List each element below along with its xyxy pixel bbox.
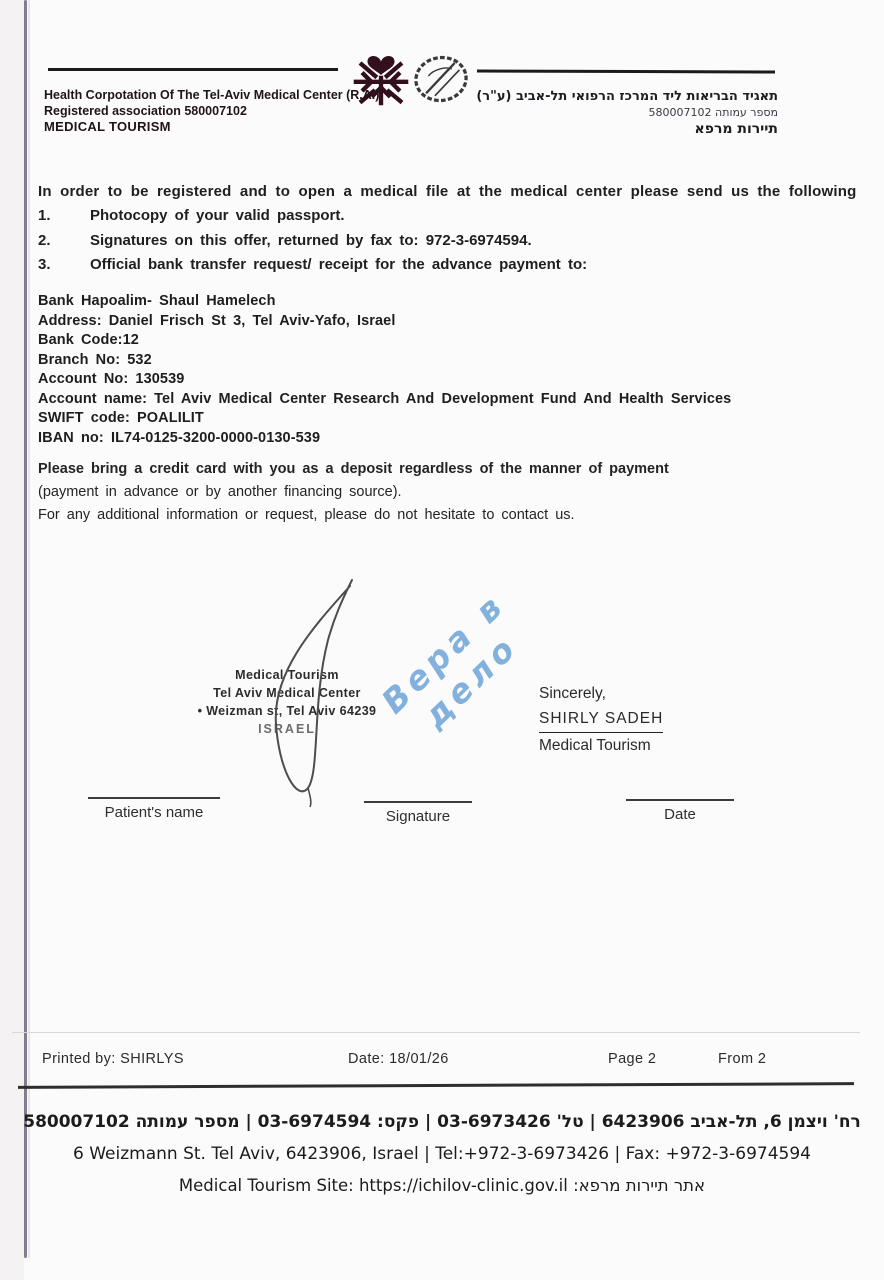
print-row-bottom-border (18, 1082, 854, 1088)
org-name-en: Health Corpotation Of The Tel-Aviv Medical Center (R.A.) (44, 88, 380, 102)
patient-name-field (88, 797, 220, 821)
bank-line: Bank Code:12 (38, 332, 139, 348)
signature-line (626, 799, 734, 801)
notes-block (38, 458, 669, 527)
oval-seal-logo-icon (409, 48, 474, 110)
signature-line (364, 801, 472, 803)
stamp-line: ISRAEL (258, 722, 316, 736)
footer-website: Medical Tourism Site: https://ichilov-clinic.gov.il :אתר תיירות מרפא (178, 1176, 706, 1195)
print-date: Date: 18/01/26 (348, 1051, 449, 1067)
list-item-number: 2. (38, 231, 51, 249)
field-label: Date (664, 806, 696, 823)
page-number: Page 2 (608, 1051, 657, 1067)
header-rule-right (477, 69, 775, 73)
signature-field (364, 801, 472, 825)
signoff-block (539, 681, 663, 758)
signer-name: SHIRLY SADEH (539, 706, 663, 733)
department-en: MEDICAL TOURISM (44, 119, 171, 134)
footer-address-english: 6 Weizmann St. Tel Aviv, 6423906, Israel | Tel:+972-3-6973426 | Fax: +972-3-6974594 (73, 1144, 811, 1164)
signer-title: Medical Tourism (539, 737, 651, 754)
bank-line: Address: Daniel Frisch St 3, Tel Aviv-Yafo, Israel (38, 312, 396, 329)
stamp-line: Medical Tourism (235, 668, 339, 682)
note-line: For any additional information or request, please do not hesitate to contact us. (38, 507, 575, 523)
scan-edge-line (24, 0, 27, 1258)
list-item-text: Official bank transfer request/ receipt for the advance payment to: (90, 256, 588, 273)
list-item (38, 256, 587, 281)
association-number-he: מספר עמותה 580007102 (648, 106, 778, 119)
header-english-block (44, 88, 379, 135)
header-hebrew-block (476, 88, 778, 139)
org-name-he: תאגיד הבריאות ליד המרכז הרפואי תל-אביב (ע"ר) (476, 89, 778, 104)
bank-line: Branch No: 532 (38, 351, 152, 368)
bank-line: Account No: 130539 (38, 371, 185, 387)
stamp-line: • Weizman st, Tel Aviv 64239 (197, 704, 377, 718)
bank-line: SWIFT code: POALILIT (38, 410, 204, 426)
intro-paragraph: In order to be registered and to open a medical file at the medical center please send us the following (38, 183, 857, 200)
signoff-greeting: Sincerely, (539, 685, 606, 702)
note-line: (payment in advance or by another financing source). (38, 484, 402, 500)
bank-line: IBAN no: IL74-0125-3200-0000-0130-539 (38, 429, 321, 446)
list-item-text: Photocopy of your valid passport. (90, 207, 345, 224)
list-item (38, 207, 587, 232)
date-field (626, 799, 734, 823)
bank-line: Bank Hapoalim- Shaul Hamelech (38, 293, 276, 309)
list-item-text: Signatures on this offer, returned by fax to: 972-3-6974594. (90, 231, 532, 249)
list-item (38, 232, 587, 257)
footer-address-hebrew: רח' ויצמן 6, תל-אביב 6423906 | טל' 03-6973426 | פקס: 03-6974594 | מספר עמותה 580007102 (23, 1112, 861, 1132)
note-line: Please bring a credit card with you as a deposit regardless of the manner of payment (38, 461, 669, 477)
field-label: Patient's name (104, 804, 204, 821)
print-row-top-border (12, 1032, 860, 1033)
registered-association: Registered association 580007102 (44, 103, 247, 118)
header-rule-left (48, 68, 338, 71)
bank-line: Account name: Tel Aviv Medical Center Research And Development Fund And Health Services (38, 390, 732, 407)
signature-line (88, 797, 220, 799)
stamp-line: Tel Aviv Medical Center (213, 686, 361, 700)
handwritten-signature-scribble (250, 574, 370, 809)
blue-watermark-text: Вера в дело (373, 584, 526, 736)
scan-edge-line-soft (28, 0, 30, 1258)
department-he: תיירות מרפא (694, 121, 778, 137)
bank-details-block (38, 292, 731, 448)
printed-by: Printed by: SHIRLYS (42, 1051, 184, 1067)
requirements-list (38, 207, 587, 281)
page-total: From 2 (718, 1051, 767, 1067)
list-item-number: 1. (38, 207, 51, 224)
list-item-number: 3. (38, 256, 51, 273)
field-label: Signature (385, 808, 451, 825)
